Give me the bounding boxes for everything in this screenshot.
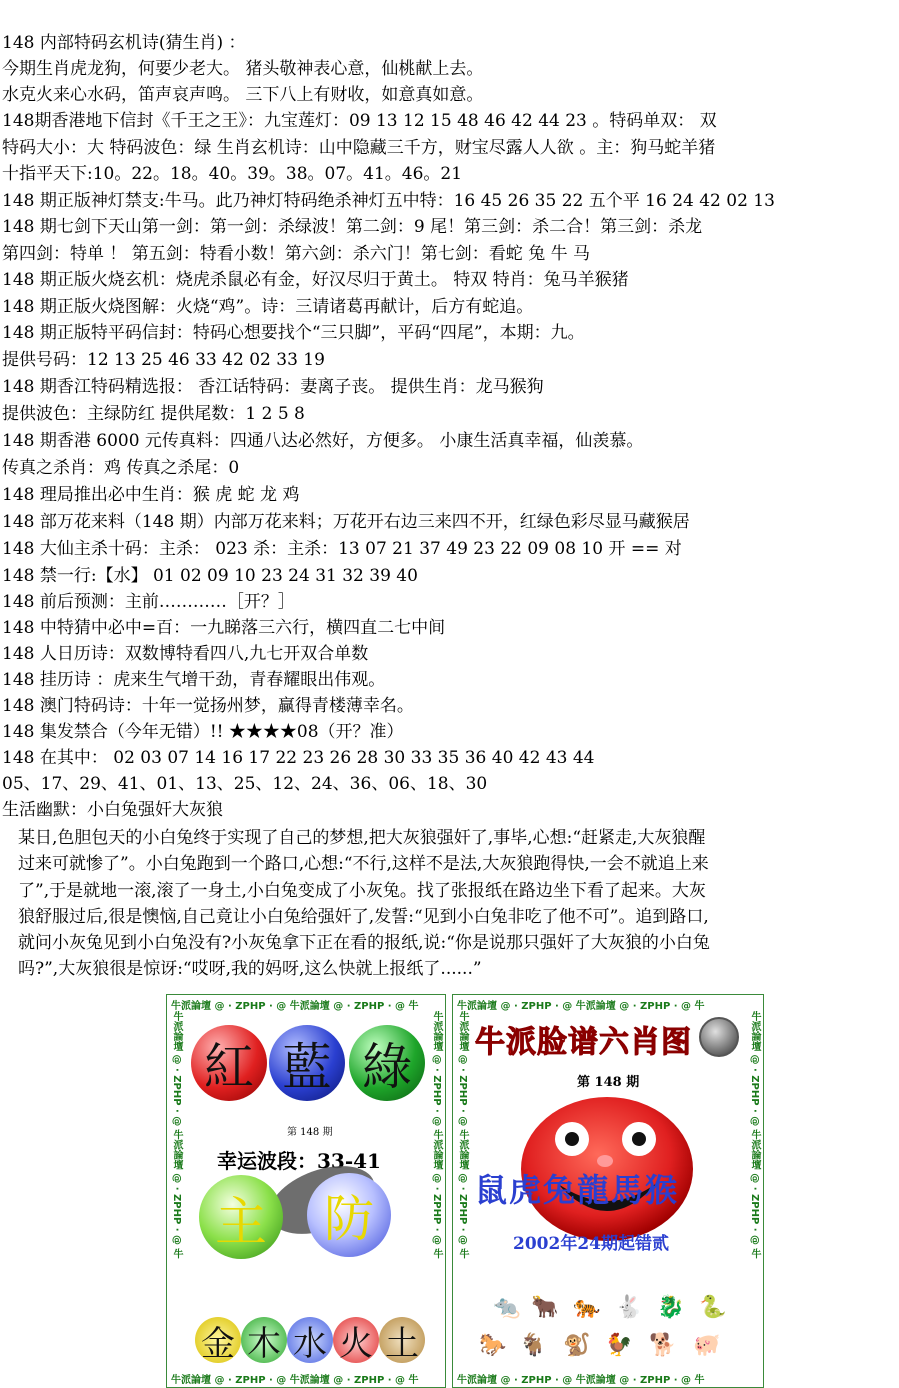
text-line: 148 集发禁合（今年无错）!! ★★★★08（开？准） (2, 722, 404, 742)
blue-ball (269, 1025, 345, 1101)
ox-icon: 🐂 (531, 1295, 559, 1320)
text-line: 148 禁一行:【水】 01 02 09 10 23 24 31 32 39 40 (2, 566, 418, 586)
lock-icon (699, 1017, 739, 1057)
issue-label: 第 148 期 (577, 1075, 640, 1090)
rooster-icon: 🐓 (605, 1333, 633, 1358)
fire-label: 火 (339, 1323, 373, 1364)
text-line: 第四剑：特单 ！ 第五剑：特看小数！第六剑：杀六门！第七剑：看蛇 兔 牛 马 (2, 244, 591, 264)
watermark: 牛派論壇 @ · ZPHP · @ 牛派論壇 @ · ZPHP · @ 牛 (457, 1375, 705, 1386)
horse-icon: 🐎 (479, 1333, 507, 1358)
text-line: 148 前后预测：主前…………［开？］ (2, 592, 295, 612)
story-line: 狼舒服过后,很是懊恼,自己竟让小白兔给强奸了,发誓:“见到小白兔非吃了他不可”。追到路口, (18, 906, 709, 927)
pig-icon: 🐖 (693, 1333, 721, 1358)
dragon-icon: 🐉 (657, 1295, 685, 1320)
guard-label: 防 (324, 1190, 374, 1248)
text-line: 传真之杀肖：鸡 传真之杀尾：0 (2, 458, 240, 478)
story-line: 某日,色胆包天的小白兔终于实现了自己的梦想,把大灰狼强奸了,事毕,心想:“赶紧走,大灰狼醒 (18, 828, 706, 848)
text-line: 148 澳门特码诗：十年一觉扬州梦，赢得青楼薄幸名。 (2, 696, 414, 716)
text-line: 148 中特猜中必中=百：一九睇落三六行，横四直二七中间 (2, 618, 446, 638)
snake-icon: 🐍 (699, 1295, 727, 1320)
text-line: 148期香港地下信封《千王之王》：九宝莲灯：09 13 12 15 48 46 42 44 23 。特码单双： 双 (2, 111, 717, 131)
text-line: 05、17、29、41、01、13、25、12、24、36、06、18、30 (2, 774, 488, 794)
wood-label: 木 (247, 1323, 281, 1364)
watermark: 牛派論壇 @ · ZPHP · @ 牛派論壇 @ · ZPHP · @ 牛 (431, 1011, 442, 1259)
goat-icon: 🐐 (519, 1333, 547, 1358)
main-label: 主 (214, 1192, 267, 1253)
panel-title: 牛派脸谱六肖图 (475, 1025, 692, 1060)
watermark: 牛派論壇 @ · ZPHP · @ 牛派論壇 @ · ZPHP · @ 牛 (171, 1001, 419, 1012)
text-line: 148 期正版神灯禁支:牛马。此乃神灯特码绝杀神灯五中特：16 45 26 35 22 五个平 16 24 42 02 13 (2, 191, 775, 211)
green-ball (349, 1025, 425, 1101)
lucky-wave-label: 幸运波段：33-41 (217, 1149, 381, 1173)
humor-title: 生活幽默：小白兔强奸大灰狼 (2, 800, 223, 820)
text-line: 148 期香江特码精选报： 香江话特码：妻离子丧。 提供生肖：龙马猴狗 (2, 377, 544, 397)
text-line: 特码大小：大 特码波色：绿 生肖玄机诗：山中隐藏三千方，财宝尽露人人欲 。主：狗马蛇羊猪 (2, 138, 716, 158)
text-line: 水克火来心水码，笛声哀声鸣。 三下八上有财收，如意真如意。 (2, 85, 484, 105)
guard-ball (307, 1173, 391, 1257)
text-line: 148 理局推出必中生肖：猴 虎 蛇 龙 鸡 (2, 485, 300, 505)
zodiac-picks: 鼠虎兔龍馬猴 (475, 1171, 680, 1209)
earth-label: 土 (385, 1323, 419, 1364)
text-line: 148 在其中： 02 03 07 14 16 17 22 23 26 28 30 33 35 36 40 42 43 44 (2, 748, 595, 768)
water-element (287, 1317, 333, 1363)
since-label: 2002年24期起错贰 (513, 1234, 669, 1254)
watermark: 牛派論壇 @ · ZPHP · @ 牛派論壇 @ · ZPHP · @ 牛 (457, 1011, 468, 1259)
earth-element (379, 1317, 425, 1363)
text-line: 148 期七剑下天山第一剑：第一剑：杀绿波！第二剑：9 尾！第三剑：杀二合！第三剑：杀龙 (2, 217, 703, 237)
blue-ball-label: 藍 (282, 1038, 332, 1096)
metal-label: 金 (201, 1323, 235, 1364)
red-ball (191, 1025, 267, 1101)
fire-element (333, 1317, 379, 1363)
text-line: 148 期正版特平码信封：特码心想要找个“三只脚”，平码“四尾”，本期：九。 (2, 323, 585, 343)
humor-story (18, 825, 898, 983)
text-line: 148 期正版火烧玄机：烧虎杀鼠必有金，好汉尽归于黄土。 特双 特肖：兔马羊猴猪 (2, 270, 629, 290)
story-line: 了”,于是就地一滚,滚了一身土,小白兔变成了小灰兔。找了张报纸在路边坐下看了起来。大灰 (18, 880, 706, 901)
watermark: 牛派論壇 @ · ZPHP · @ 牛派論壇 @ · ZPHP · @ 牛 (749, 1011, 760, 1259)
issue-label: 第 148 期 (287, 1127, 333, 1138)
face-zodiac-panel (452, 994, 764, 1388)
text-line: 148 人日历诗：双数博特看四八,九七开双合单数 (2, 644, 369, 664)
wood-element (241, 1317, 287, 1363)
watermark: 牛派論壇 @ · ZPHP · @ 牛派論壇 @ · ZPHP · @ 牛 (457, 1001, 705, 1012)
story-line: 吗?”,大灰狼很是惊讶:“哎呀,我的妈呀,这么快就上报纸了......” (18, 959, 482, 980)
main-ball (199, 1175, 283, 1259)
text-line: 148 部万花来料（148 期）内部万花来料；万花开右边三来四不开，红绿色彩尽显马藏猴居 (2, 512, 690, 532)
text-line: 148 期正版火烧图解：火烧“鸡”。诗：三请诸葛再献计，后方有蛇追。 (2, 297, 534, 317)
text-line: 148 大仙主杀十码：主杀： 023 杀：主杀：13 07 21 37 49 23 22 09 08 10 开 == 对 (2, 539, 682, 559)
monkey-icon: 🐒 (563, 1333, 591, 1358)
metal-element (195, 1317, 241, 1363)
text-line: 提供号码：12 13 25 46 33 42 02 33 19 (2, 350, 325, 370)
rat-icon: 🐀 (493, 1295, 521, 1320)
watermark: 牛派論壇 @ · ZPHP · @ 牛派論壇 @ · ZPHP · @ 牛 (171, 1375, 419, 1386)
water-label: 水 (293, 1323, 327, 1364)
red-ball-label: 紅 (204, 1038, 254, 1096)
green-ball-label: 綠 (362, 1038, 412, 1096)
text-line: 提供波色：主绿防红 提供尾数：1 2 5 8 (2, 404, 305, 424)
text-line: 148 内部特码玄机诗(猜生肖) ： (2, 33, 246, 53)
text-line: 今期生肖虎龙狗，何要少老大。 猪头敬神表心意，仙桃献上去。 (2, 59, 484, 79)
story-line: 就问小灰兔见到小白兔没有?小灰兔拿下正在看的报纸,说:“你是说那只强奸了大灰狼的小白兔 (18, 933, 710, 954)
text-line: 十指平天下:10。22。18。40。39。38。07。41。46。21 (2, 164, 463, 184)
text-line: 148 挂历诗 ：虎来生气增干劲，青春耀眼出伟观。 (2, 670, 386, 690)
story-line: 过来可就惨了”。小白兔跑到一个路口,心想:“不行,这样不是法,大灰狼跑得快,一会不就追上来 (18, 854, 709, 875)
color-wave-panel (166, 994, 446, 1388)
text-line: 148 期香港 6000 元传真料：四通八达必然好，方便多。 小康生活真幸福，仙羡慕。 (2, 431, 644, 451)
rabbit-icon: 🐇 (615, 1295, 643, 1320)
tiger-icon: 🐅 (573, 1295, 601, 1320)
dog-icon: 🐕 (649, 1333, 677, 1358)
watermark: 牛派論壇 @ · ZPHP · @ 牛派論壇 @ · ZPHP · @ 牛 (171, 1011, 182, 1259)
